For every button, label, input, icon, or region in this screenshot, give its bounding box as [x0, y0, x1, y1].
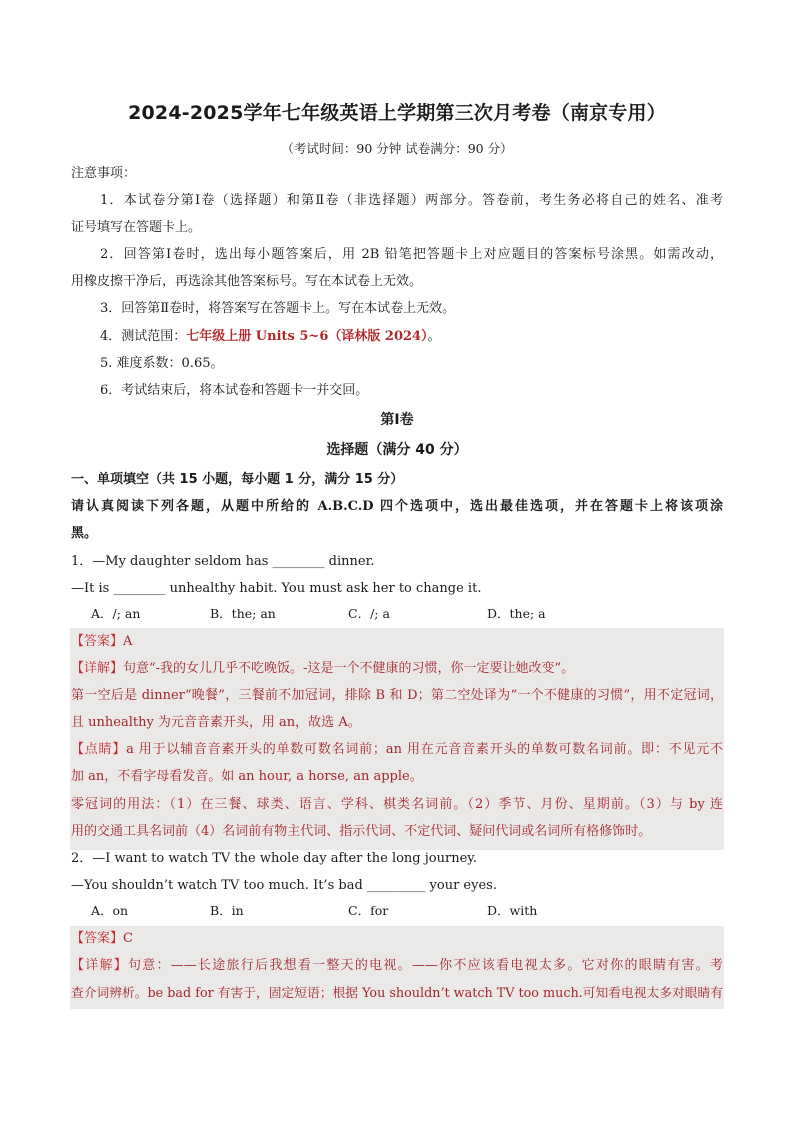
q1-point-1: 【点睛】a 用于以辅音音素开头的单数可数名词前；an 用在元音音素开头的单数可数名词前。即：不见元不 — [71, 742, 723, 757]
q2-option-b: B．in — [210, 903, 244, 918]
note-4: 4．测试范围：七年级上册 Units 5~6（译林版 2024）。 — [100, 329, 441, 344]
q2-answer: 【答案】C — [71, 931, 133, 946]
q2-stem-1: 2．—I want to watch TV the whole day after the long journey. — [71, 851, 478, 866]
note-5: 5. 难度系数：0.65。 — [100, 356, 224, 371]
instructions-a: 请认真阅读下列各题，从题中所给的 A.B.C.D 四个选项中，选出最佳选项，并在答题卡上将该项涂 — [71, 499, 723, 514]
q1-option-c: C．/; a — [348, 606, 390, 621]
q2-stem-2: —You shouldn’t watch TV too much. It’s bad _________ your eyes. — [71, 878, 497, 893]
note-2a: 2．回答第Ⅰ卷时，选出每小题答案后，用 2B 铅笔把答题卡上对应题目的答案标号涂黑。如需改动， — [100, 247, 723, 262]
volume-heading: 第Ⅰ卷 — [380, 412, 414, 428]
q1-option-a: A．/; an — [91, 606, 141, 621]
note-3: 3．回答第Ⅱ卷时，将答案写在答题卡上。写在本试卷上无效。 — [100, 301, 456, 316]
instructions-b: 黑。 — [71, 526, 98, 541]
q1-option-b: B．the; an — [210, 606, 276, 621]
q1-stem-1: 1．—My daughter seldom has ________ dinner. — [71, 554, 375, 569]
q1-detail-2: 第一空后是 dinner“晚餐”，三餐前不加冠词，排除 B 和 D；第二空处译为“一个不健康的习惯”，用不定冠词， — [71, 688, 723, 703]
q1-detail-3: 且 unhealthy 为元音音素开头，用 an，故选 A。 — [71, 715, 361, 730]
q1-point-3: 零冠词的用法：（1）在三餐、球类、语言、学科、棋类名词前。（2）季节、月份、星期前。（3）与 by 连 — [71, 797, 723, 812]
q1-option-d: D．the; a — [487, 606, 546, 621]
q1-point-4: 用的交通工具名词前（4）名词前有物主代词、指示代词、不定代词、疑问代词或名词所有格修饰时。 — [71, 824, 652, 839]
note-1b: 证号填写在答题卡上。 — [71, 220, 202, 235]
note-1a: 1．本试卷分第Ⅰ卷（选择题）和第Ⅱ卷（非选择题）两部分。答卷前，考生务必将自己的姓名、准考 — [100, 193, 723, 208]
notes-heading: 注意事项： — [71, 166, 137, 181]
note-6: 6．考试结束后，将本试卷和答题卡一并交回。 — [100, 383, 369, 398]
test-scope: 七年级上册 Units 5~6（译林版 2024） — [186, 329, 428, 344]
q1-stem-2: —It is ________ unhealthy habit. You must ask her to change it. — [71, 581, 482, 596]
q1-answer: 【答案】A — [71, 634, 133, 649]
section-heading: 一、单项填空（共 15 小题，每小题 1 分，满分 15 分） — [71, 472, 404, 487]
q2-option-a: A．on — [91, 903, 129, 918]
q2-detail-1: 【详解】句意：——长途旅行后我想看一整天的电视。——你不应该看电视太多。它对你的眼睛有害。考 — [71, 958, 723, 973]
part-heading: 选择题（满分 40 分） — [326, 442, 468, 458]
q2-option-d: D．with — [487, 903, 538, 918]
q1-detail-1: 【详解】句意“-我的女儿几乎不吃晚饭。-这是一个不健康的习惯，你一定要让她改变”。 — [71, 661, 575, 676]
q2-option-c: C．for — [348, 903, 389, 918]
q1-point-2: 加 an，不看字母看发音。如 an hour, a horse, an apple。 — [71, 769, 423, 784]
q2-detail-2: 查介词辨析。be bad for 有害于，固定短语；根据 You shouldn’t watch TV too much.可知看电视太多对眼睛有 — [71, 986, 723, 1001]
note-2b: 用橡皮擦干净后，再选涂其他答案标号。写在本试卷上无效。 — [71, 274, 423, 289]
page-title: 2024-2025学年七年级英语上学期第三次月考卷（南京专用） — [128, 102, 666, 124]
exam-info: （考试时间：90 分钟 试卷满分：90 分） — [281, 141, 513, 156]
